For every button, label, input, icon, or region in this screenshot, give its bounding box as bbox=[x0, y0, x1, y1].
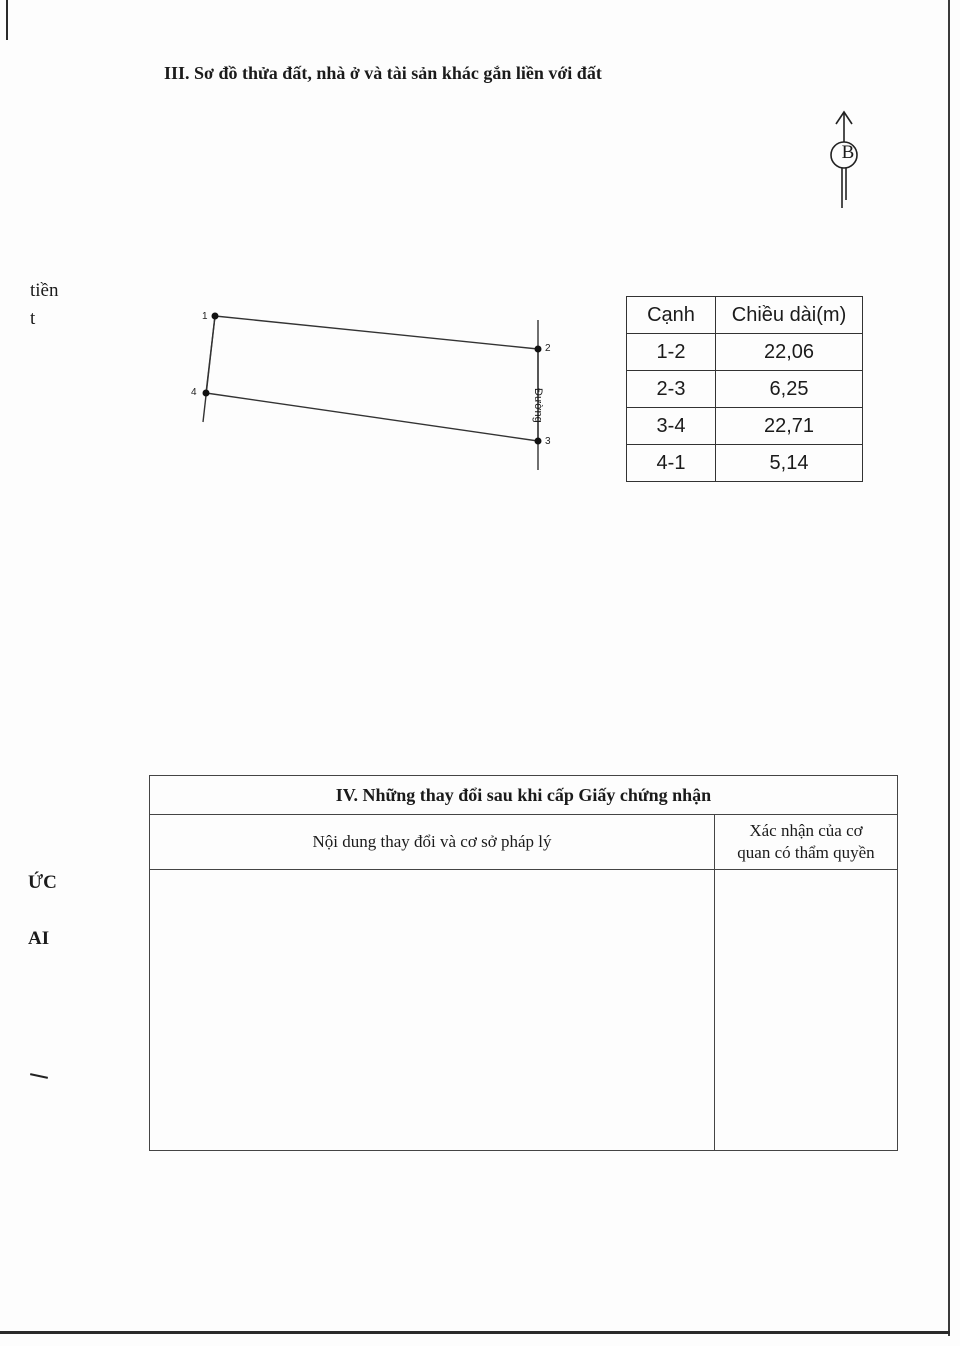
vertex-marker bbox=[203, 390, 210, 397]
vertex-label: 1 bbox=[202, 311, 208, 322]
table-row bbox=[627, 334, 863, 371]
vertex-marker bbox=[212, 313, 219, 320]
edge-header: Cạnh bbox=[627, 297, 716, 334]
length-cell: 22,71 bbox=[716, 408, 863, 445]
changes-table-title: IV. Những thay đổi sau khi cấp Giấy chứng nhận bbox=[150, 776, 898, 815]
edge-cell: 3-4 bbox=[627, 408, 716, 445]
page-edge bbox=[6, 0, 8, 40]
margin-fragment: ỨC bbox=[28, 872, 57, 893]
table-row bbox=[627, 445, 863, 482]
length-cell: 6,25 bbox=[716, 371, 863, 408]
changes-body-row bbox=[150, 870, 898, 1151]
vertex-marker bbox=[535, 438, 542, 445]
change-content-header: Nội dung thay đổi và cơ sở pháp lý bbox=[150, 815, 715, 870]
change-content-cell bbox=[150, 870, 715, 1151]
table-header-row bbox=[627, 297, 863, 334]
edge-cell: 1-2 bbox=[627, 334, 716, 371]
vertex-label: 2 bbox=[545, 343, 551, 354]
north-letter: B bbox=[841, 142, 855, 163]
margin-fragment: AI bbox=[28, 928, 50, 949]
authority-header-line: Xác nhận của cơ bbox=[749, 821, 863, 840]
edge-length-table bbox=[626, 296, 863, 482]
page-edge bbox=[0, 1331, 950, 1334]
authority-confirmation-cell bbox=[715, 870, 898, 1151]
section-title: III. Sơ đồ thửa đất, nhà ở và tài sản khác gắn liền với đất bbox=[164, 63, 602, 83]
vertex-label: 4 bbox=[191, 387, 197, 398]
table-row bbox=[627, 371, 863, 408]
authority-header-line: quan có thẩm quyền bbox=[737, 843, 875, 862]
vertex-marker bbox=[535, 346, 542, 353]
road-label: Đường bbox=[532, 388, 544, 423]
margin-mark bbox=[30, 1073, 48, 1079]
parcel-outline bbox=[203, 316, 538, 470]
length-header: Chiều dài(m) bbox=[716, 297, 863, 334]
changes-header-row bbox=[150, 815, 898, 870]
edge-cell: 4-1 bbox=[627, 445, 716, 482]
vertex-label: 3 bbox=[545, 436, 551, 447]
changes-title-row bbox=[150, 776, 898, 815]
parcel-diagram bbox=[180, 300, 580, 480]
table-row bbox=[627, 408, 863, 445]
length-cell: 5,14 bbox=[716, 445, 863, 482]
margin-fragment: tiền bbox=[30, 280, 59, 301]
changes-table bbox=[149, 775, 898, 1151]
margin-fragment: t bbox=[30, 308, 36, 329]
length-cell: 22,06 bbox=[716, 334, 863, 371]
page-edge bbox=[948, 0, 950, 1336]
authority-confirmation-header bbox=[715, 815, 898, 870]
edge-cell: 2-3 bbox=[627, 371, 716, 408]
